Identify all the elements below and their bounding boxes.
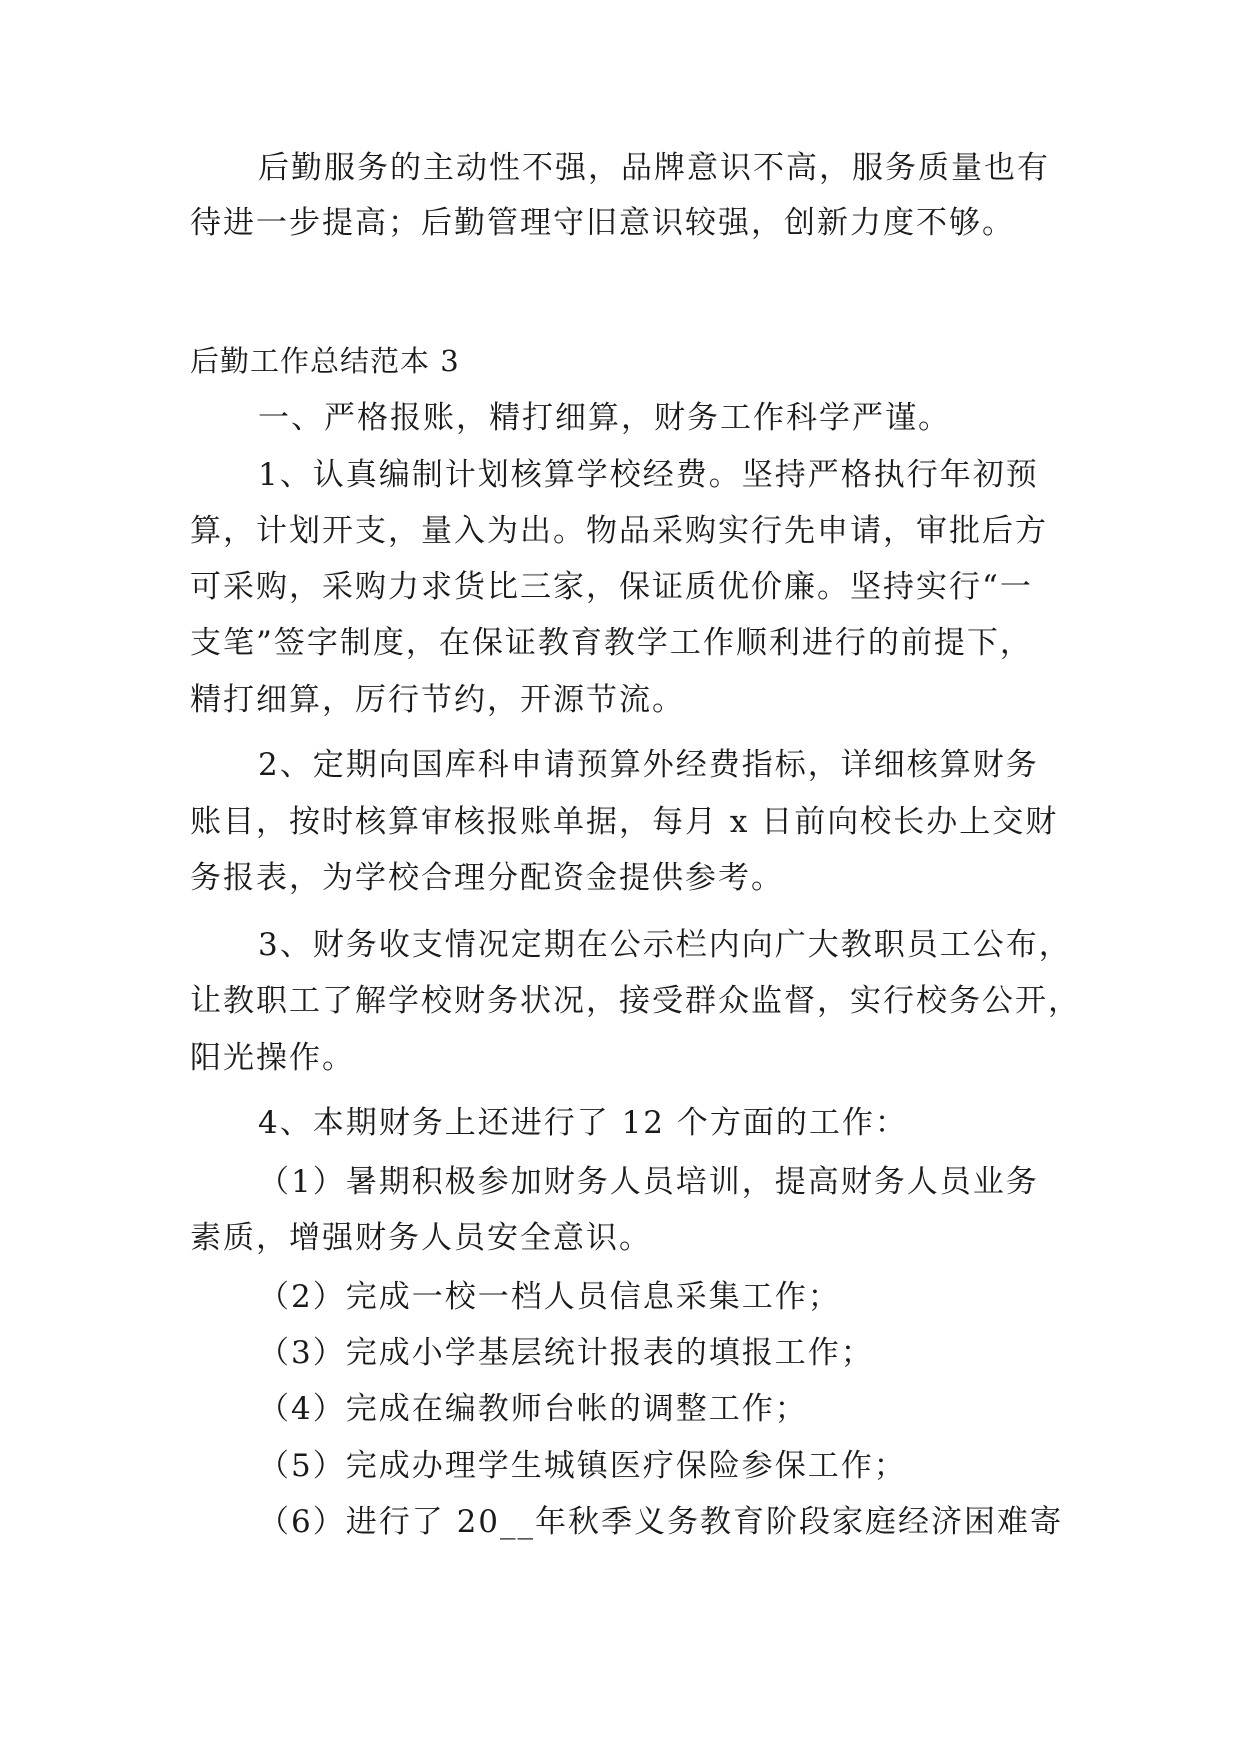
paragraph-line: 支笔”签字制度，在保证教育教学工作顺利进行的前提下， <box>190 625 1033 661</box>
paragraph-line: 后勤服务的主动性不强，品牌意识不高，服务质量也有 <box>258 150 1050 186</box>
paragraph-line: 待进一步提高；后勤管理守旧意识较强，创新力度不够。 <box>190 205 1015 241</box>
paragraph-line: 4、本期财务上还进行了 12 个方面的工作： <box>258 1105 908 1141</box>
list-item-line: （1）暑期积极参加财务人员培训，提高财务人员业务 <box>258 1164 1039 1200</box>
paragraph-line: 2、定期向国库科申请预算外经费指标，详细核算财务 <box>258 747 1039 783</box>
paragraph-line: 账目，按时核算审核报账单据，每月 x 日前向校长办上交财 <box>190 804 1059 840</box>
list-item-line: 素质，增强财务人员安全意识。 <box>190 1220 652 1256</box>
paragraph-line: 精打细算，厉行节约，开源节流。 <box>190 682 685 718</box>
paragraph-line: 3、财务收支情况定期在公示栏内向广大教职员工公布， <box>258 927 1072 963</box>
list-item-line: （5）完成办理学生城镇医疗保险参保工作； <box>258 1448 907 1484</box>
list-item-line: （3）完成小学基层统计报表的填报工作； <box>258 1335 874 1371</box>
paragraph-line: 一、严格报账，精打细算，财务工作科学严谨。 <box>258 400 951 436</box>
section-heading: 后勤工作总结范本 3 <box>190 344 460 378</box>
list-item-line: （2）完成一校一档人员信息采集工作； <box>258 1279 841 1315</box>
paragraph-line: 1、认真编制计划核算学校经费。坚持严格执行年初预 <box>258 457 1039 493</box>
list-item-line: （6）进行了 20__年秋季义务教育阶段家庭经济困难寄 <box>258 1504 1064 1540</box>
paragraph-line: 让教职工了解学校财务状况，接受群众监督，实行校务公开， <box>190 983 1081 1019</box>
paragraph-line: 阳光操作。 <box>190 1040 355 1076</box>
paragraph-line: 算，计划开支，量入为出。物品采购实行先申请，审批后方 <box>190 513 1048 549</box>
paragraph-line: 可采购，采购力求货比三家，保证质优价廉。坚持实行“一 <box>190 569 1033 605</box>
list-item-line: （4）完成在编教师台帐的调整工作； <box>258 1391 808 1427</box>
paragraph-line: 务报表，为学校合理分配资金提供参考。 <box>190 860 784 896</box>
